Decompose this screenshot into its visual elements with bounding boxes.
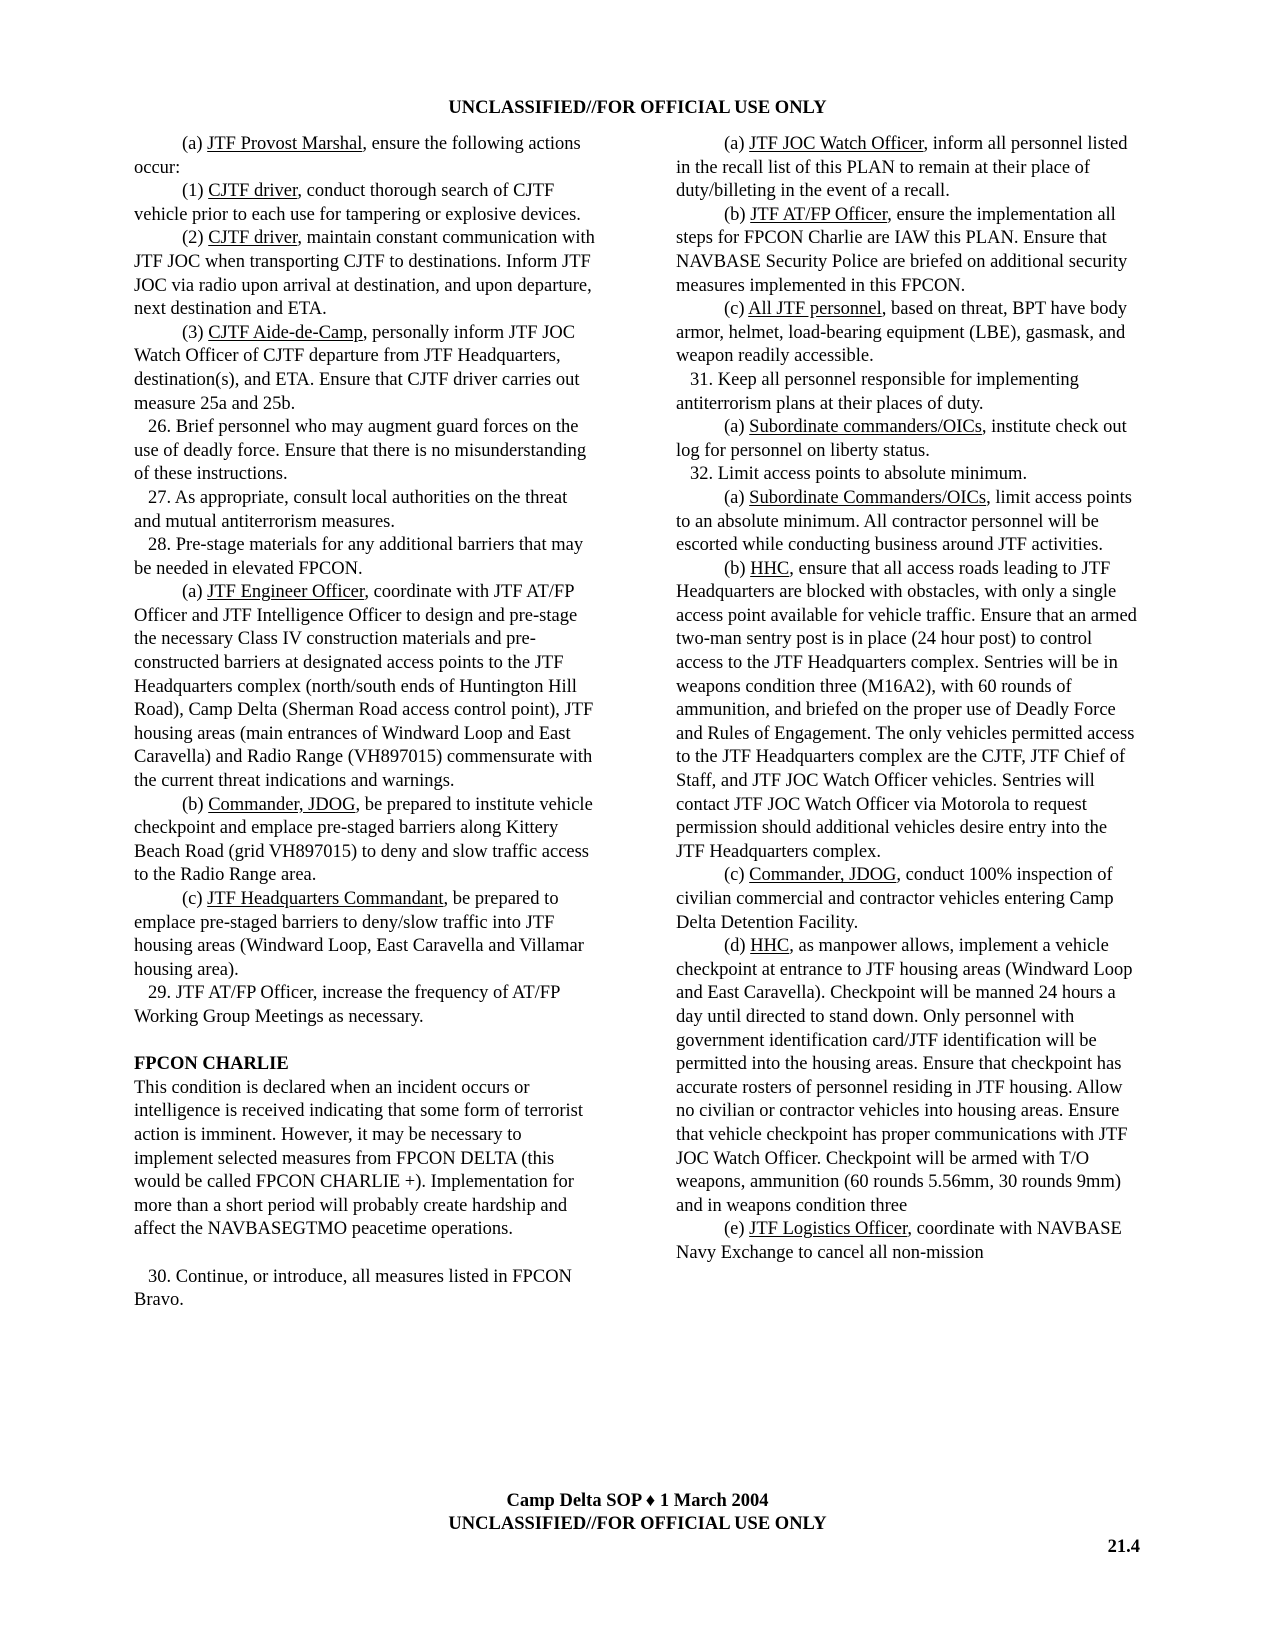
paragraph: [676, 416, 1138, 463]
paragraph: [676, 133, 1138, 204]
responsible-party: Subordinate commanders/OICs: [749, 417, 982, 438]
paragraph-lead: 26. Brief personnel who may augment guard forces on the use of deadly force. Ensure that there is no misunderstanding of these instructions.: [134, 417, 587, 485]
paragraph-text: , inform all personnel listed in the recall list of this PLAN to remain at their place of duty/billeting in the event of a recall.: [676, 134, 1128, 202]
paragraph-lead: (a): [182, 134, 208, 154]
paragraph-text: , limit access points to an absolute minimum. All contractor personnel will be escorted while conducting business around JTF activities.: [676, 487, 1132, 556]
paragraph-lead: (b): [182, 794, 209, 815]
paragraph-lead: This condition is declared when an incident occurs or intelligence is received indicating that some form of terrorist action is imminent. However, it may be necessary to implement selected measures from FPCON DELTA (this would be called FPCON CHARLIE +). Implementation for more than a short period will probably create hardship and affect the NAVBASEGTMO peacetime operations.: [134, 1077, 583, 1240]
page-number: 21.4: [1107, 1537, 1140, 1557]
paragraph: [676, 463, 1138, 487]
responsible-party: CJTF driver: [208, 181, 298, 202]
paragraph-lead: 32. Limit access points to absolute minimum.: [690, 464, 1028, 485]
responsible-party: CJTF Aide-de-Camp: [208, 322, 363, 343]
responsible-party: JTF Logistics Officer: [749, 1219, 908, 1240]
paragraph: [676, 935, 1138, 1218]
paragraph-lead: (3): [182, 322, 209, 343]
paragraph-lead: (a): [724, 487, 750, 508]
paragraph-lead: 28. Pre-stage materials for any additional barriers that may be needed in elevated FPCON.: [134, 535, 584, 579]
responsible-party: JTF Engineer Officer: [207, 582, 365, 603]
paragraph-lead: (c): [724, 865, 750, 886]
paragraph: [676, 204, 1138, 298]
responsible-party: JTF AT/FP Officer: [750, 204, 888, 225]
paragraph-text: , ensure the following actions occur:: [134, 134, 581, 178]
paragraph-text: , be prepared to emplace pre-staged barriers to deny/slow traffic into JTF housing areas (Windward Loop, East Caravella and Villamar housing area).: [134, 889, 584, 980]
paragraph-lead: 27. As appropriate, consult local authorities on the threat and mutual antiterrorism measures.: [134, 487, 568, 532]
paragraph: [134, 416, 596, 487]
paragraph-text: , coordinate with NAVBASE Navy Exchange to cancel all non-mission: [676, 1219, 1122, 1263]
paragraph-text: , personally inform JTF JOC Watch Officer of CJTF departure from JTF Headquarters, destination(s), and ETA. Ensure that CJTF driver carries out measure 25a and 25b.: [134, 322, 580, 414]
responsible-party: Subordinate Commanders/OICs: [749, 487, 987, 508]
paragraph-text: , maintain constant communication with JTF JOC when transporting CJTF to destinations. Inform JTF JOC via radio upon arrival at destination, and upon departure, next destination and ETA.: [134, 228, 595, 320]
paragraph-text: , ensure the implementation all steps for FPCON Charlie are IAW this PLAN. Ensure that NAVBASE Security Police are briefed on additional security measures implemented in this FPCON.: [676, 204, 1128, 296]
responsible-party: Commander, JDOG: [749, 865, 897, 886]
paragraph-lead: (1): [182, 181, 209, 202]
paragraph-lead: (a): [724, 134, 750, 154]
paragraph-lead: 29. JTF AT/FP Officer, increase the frequency of AT/FP Working Group Meetings as necessary.: [134, 983, 560, 1027]
paragraph-text: , conduct 100% inspection of civilian commercial and contractor vehicles entering Camp Delta Detention Facility.: [676, 865, 1114, 933]
footer-classification: UNCLASSIFIED//FOR OFFICIAL USE ONLY: [448, 1514, 827, 1534]
paragraph-text: , coordinate with JTF AT/FP Officer and JTF Intelligence Officer to design and pre-stage the necessary Class IV construction materials and pre-constructed barriers at designated access points to the JTF Headquarters complex (north/south ends of Huntington Hill Road), Camp Delta (Sherman Road access control point), JTF housing areas (main entrances of Windward Loop and East Caravella) and Radio Range (VH897015) commensurate with the current threat indications and warnings.: [134, 582, 594, 792]
responsible-party: HHC: [750, 936, 790, 957]
left-column: [134, 133, 596, 1313]
footer-document-title: Camp Delta SOP ♦ 1 March 2004: [506, 1491, 769, 1511]
paragraph: [676, 864, 1138, 935]
paragraph-lead: (a): [724, 417, 750, 438]
paragraph: [676, 369, 1138, 416]
paragraph-lead: 31. Keep all personnel responsible for implementing antiterrorism plans at their places of duty.: [676, 369, 1079, 414]
classification-header: UNCLASSIFIED//FOR OFFICIAL USE ONLY: [448, 98, 827, 118]
paragraph-lead: FPCON CHARLIE: [134, 1054, 289, 1075]
paragraph-lead: (c): [182, 889, 208, 909]
paragraph: [134, 1266, 596, 1313]
paragraph: [134, 487, 596, 534]
responsible-party: Commander, JDOG: [208, 794, 356, 815]
paragraph: [134, 1077, 596, 1242]
responsible-party: All JTF personnel: [748, 299, 882, 320]
paragraph-lead: (c): [724, 299, 749, 320]
paragraph: [676, 1218, 1138, 1265]
responsible-party: JTF Provost Marshal: [207, 134, 363, 154]
responsible-party: JTF JOC Watch Officer: [749, 134, 924, 154]
paragraph: [676, 558, 1138, 865]
right-column: [676, 133, 1138, 1266]
paragraph: [134, 322, 596, 416]
paragraph: [134, 888, 596, 982]
paragraph: [676, 298, 1138, 369]
paragraph-lead: (b): [724, 204, 751, 225]
paragraph: [134, 133, 596, 180]
paragraph-lead: (e): [724, 1219, 750, 1240]
paragraph: [134, 180, 596, 227]
paragraph: [134, 982, 596, 1029]
paragraph-text: , conduct thorough search of CJTF vehicle prior to each use for tampering or explosive devices.: [134, 181, 581, 225]
responsible-party: CJTF driver: [208, 228, 298, 249]
paragraph-lead: 30. Continue, or introduce, all measures listed in FPCON Bravo.: [134, 1266, 572, 1311]
paragraph: [676, 487, 1138, 558]
paragraph: [134, 227, 596, 321]
paragraph: [134, 794, 596, 888]
paragraph-lead: (d): [724, 936, 751, 957]
paragraph-text: , as manpower allows, implement a vehicle checkpoint at entrance to JTF housing areas (Windward Loop and East Caravella). Checkpoint will be manned 24 hours a day until directed to stand down. Only personnel with government identification card/JTF identification will be permitted into the housing areas. Ensure that checkpoint has accurate rosters of personnel residing in JTF housing. Allow no civilian or contractor vehicles into housing areas. Ensure that vehicle checkpoint has proper communications with JTF JOC Watch Officer. Checkpoint will be armed with T/O weapons, ammunition (60 rounds 5.56mm, 30 rounds 9mm) and in weapons condition three: [676, 936, 1133, 1216]
paragraph-text: , ensure that all access roads leading to JTF Headquarters are blocked with obstacles, with only a single access point available for vehicle traffic. Ensure that an armed two-man sentry post is in place (24 hour post) to control access to the JTF Headquarters complex. Sentries will be in weapons condition three (M16A2), with 60 rounds of ammunition, and briefed on the proper use of Deadly Force and Rules of Engagement. The only vehicles permitted access to the JTF Headquarters complex are the CJTF, JTF Chief of Staff, and JTF JOC Watch Officer vehicles. Sentries will contact JTF JOC Watch Officer via Motorola to request permission should additional vehicles desire entry into the JTF Headquarters complex.: [676, 558, 1137, 862]
responsible-party: JTF Headquarters Commandant: [207, 889, 444, 909]
paragraph: [134, 581, 596, 793]
paragraph-lead: (b): [724, 558, 751, 579]
paragraph-lead: (2): [182, 228, 209, 249]
page-footer: [0, 1490, 1275, 1536]
paragraph-text: , institute check out log for personnel on liberty status.: [676, 417, 1127, 461]
paragraph-lead: (a): [182, 582, 208, 603]
section-heading: [134, 1053, 596, 1077]
paragraph-text: , based on threat, BPT have body armor, helmet, load-bearing equipment (LBE), gasmask, and weapon readily accessible.: [676, 299, 1128, 367]
responsible-party: HHC: [750, 558, 790, 579]
paragraph: [134, 534, 596, 581]
paragraph-text: , be prepared to institute vehicle checkpoint and emplace pre-staged barriers along Kittery Beach Road (grid VH897015) to deny and slow traffic access to the Radio Range area.: [134, 794, 593, 886]
